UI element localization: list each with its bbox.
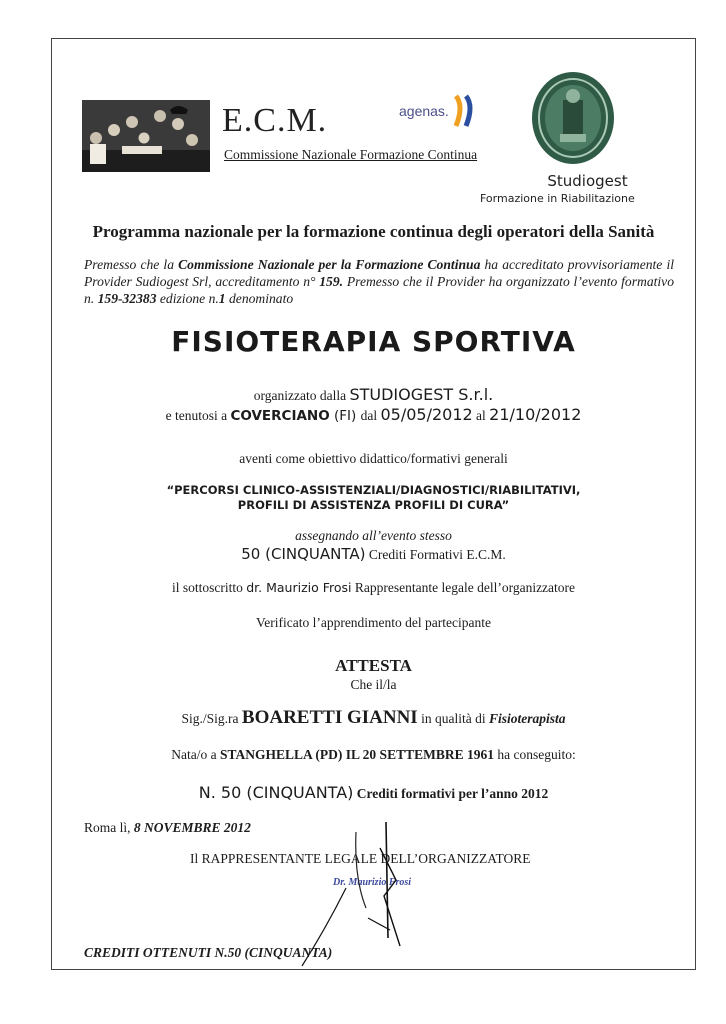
premesso-paragraph: Premesso che la Commissione Nazionale per la Formazione Continua ha accreditato provvisoriamente il Provider Sudiogest Srl, accreditamento n° 159. Premesso che il Provider ha organizzato l’evento formativo n. 159-32383 edizione n.1 denominato (84, 257, 674, 306)
assegnando-line: assegnando all’evento stesso (295, 528, 452, 543)
obiettivo-line: aventi come obiettivo didattico/formativi generali (239, 451, 508, 466)
participant-line: Sig./Sig.ra BOARETTI GIANNI in qualità di Fisioterapista (181, 707, 566, 728)
provider-name: Studiogest (547, 172, 628, 190)
signatory-stamp: Dr. Maurizio Frosi (333, 877, 412, 888)
provider-tagline: Formazione in Riabilitazione (480, 192, 635, 205)
percorsi-objective: “PERCORSI CLINICO-ASSISTENZIALI/DIAGNOSTICI/RIABILITATIVI, PROFILI DI ASSISTENZA PROFILI DI CURA” (166, 483, 581, 512)
signatory-title: Il RAPPRESENTANTE LEGALE DELL’ORGANIZZATORE (190, 851, 531, 866)
programma-heading: Programma nazionale per la formazione continua degli operatori della Sanità (92, 222, 655, 241)
ecm-painting-logo (82, 100, 210, 172)
che-il-la: Che il/la (350, 677, 397, 692)
nato-line: Nata/o a STANGHELLA (PD) IL 20 SETTEMBRE 1961 ha conseguito: (171, 747, 576, 762)
ecm-title: E.C.M. (222, 102, 328, 139)
event-title: FISIOTERAPIA SPORTIVA (171, 325, 576, 358)
agenas-mark-icon (448, 94, 478, 128)
crediti-line: 50 (CINQUANTA) Crediti Formativi E.C.M. (241, 545, 506, 563)
ecm-subtitle: Commissione Nazionale Formazione Continua (224, 147, 478, 162)
agenas-logo-text: agenas. (399, 103, 449, 119)
organizzato-line: organizzato dalla STUDIOGEST S.r.l. (253, 385, 494, 404)
crediti-ottenuti: CREDITI OTTENUTI N.50 (CINQUANTA) (84, 945, 333, 960)
verificato-line: Verificato l’apprendimento del partecipante (255, 615, 492, 630)
tenuto-line: e tenutosi a COVERCIANO (FI) dal 05/05/2012 al 21/10/2012 (165, 405, 582, 424)
sottoscritto-line: il sottoscritto dr. Maurizio Frosi Rappresentante legale dell’organizzatore (171, 580, 576, 595)
place-date: Roma lì, 8 NOVEMBRE 2012 (84, 820, 251, 835)
studiogest-seal-logo (530, 70, 616, 166)
attesta-heading: ATTESTA (335, 656, 412, 675)
crediti-conseguiti-line: N. 50 (CINQUANTA) Crediti formativi per l’anno 2012 (198, 783, 549, 802)
